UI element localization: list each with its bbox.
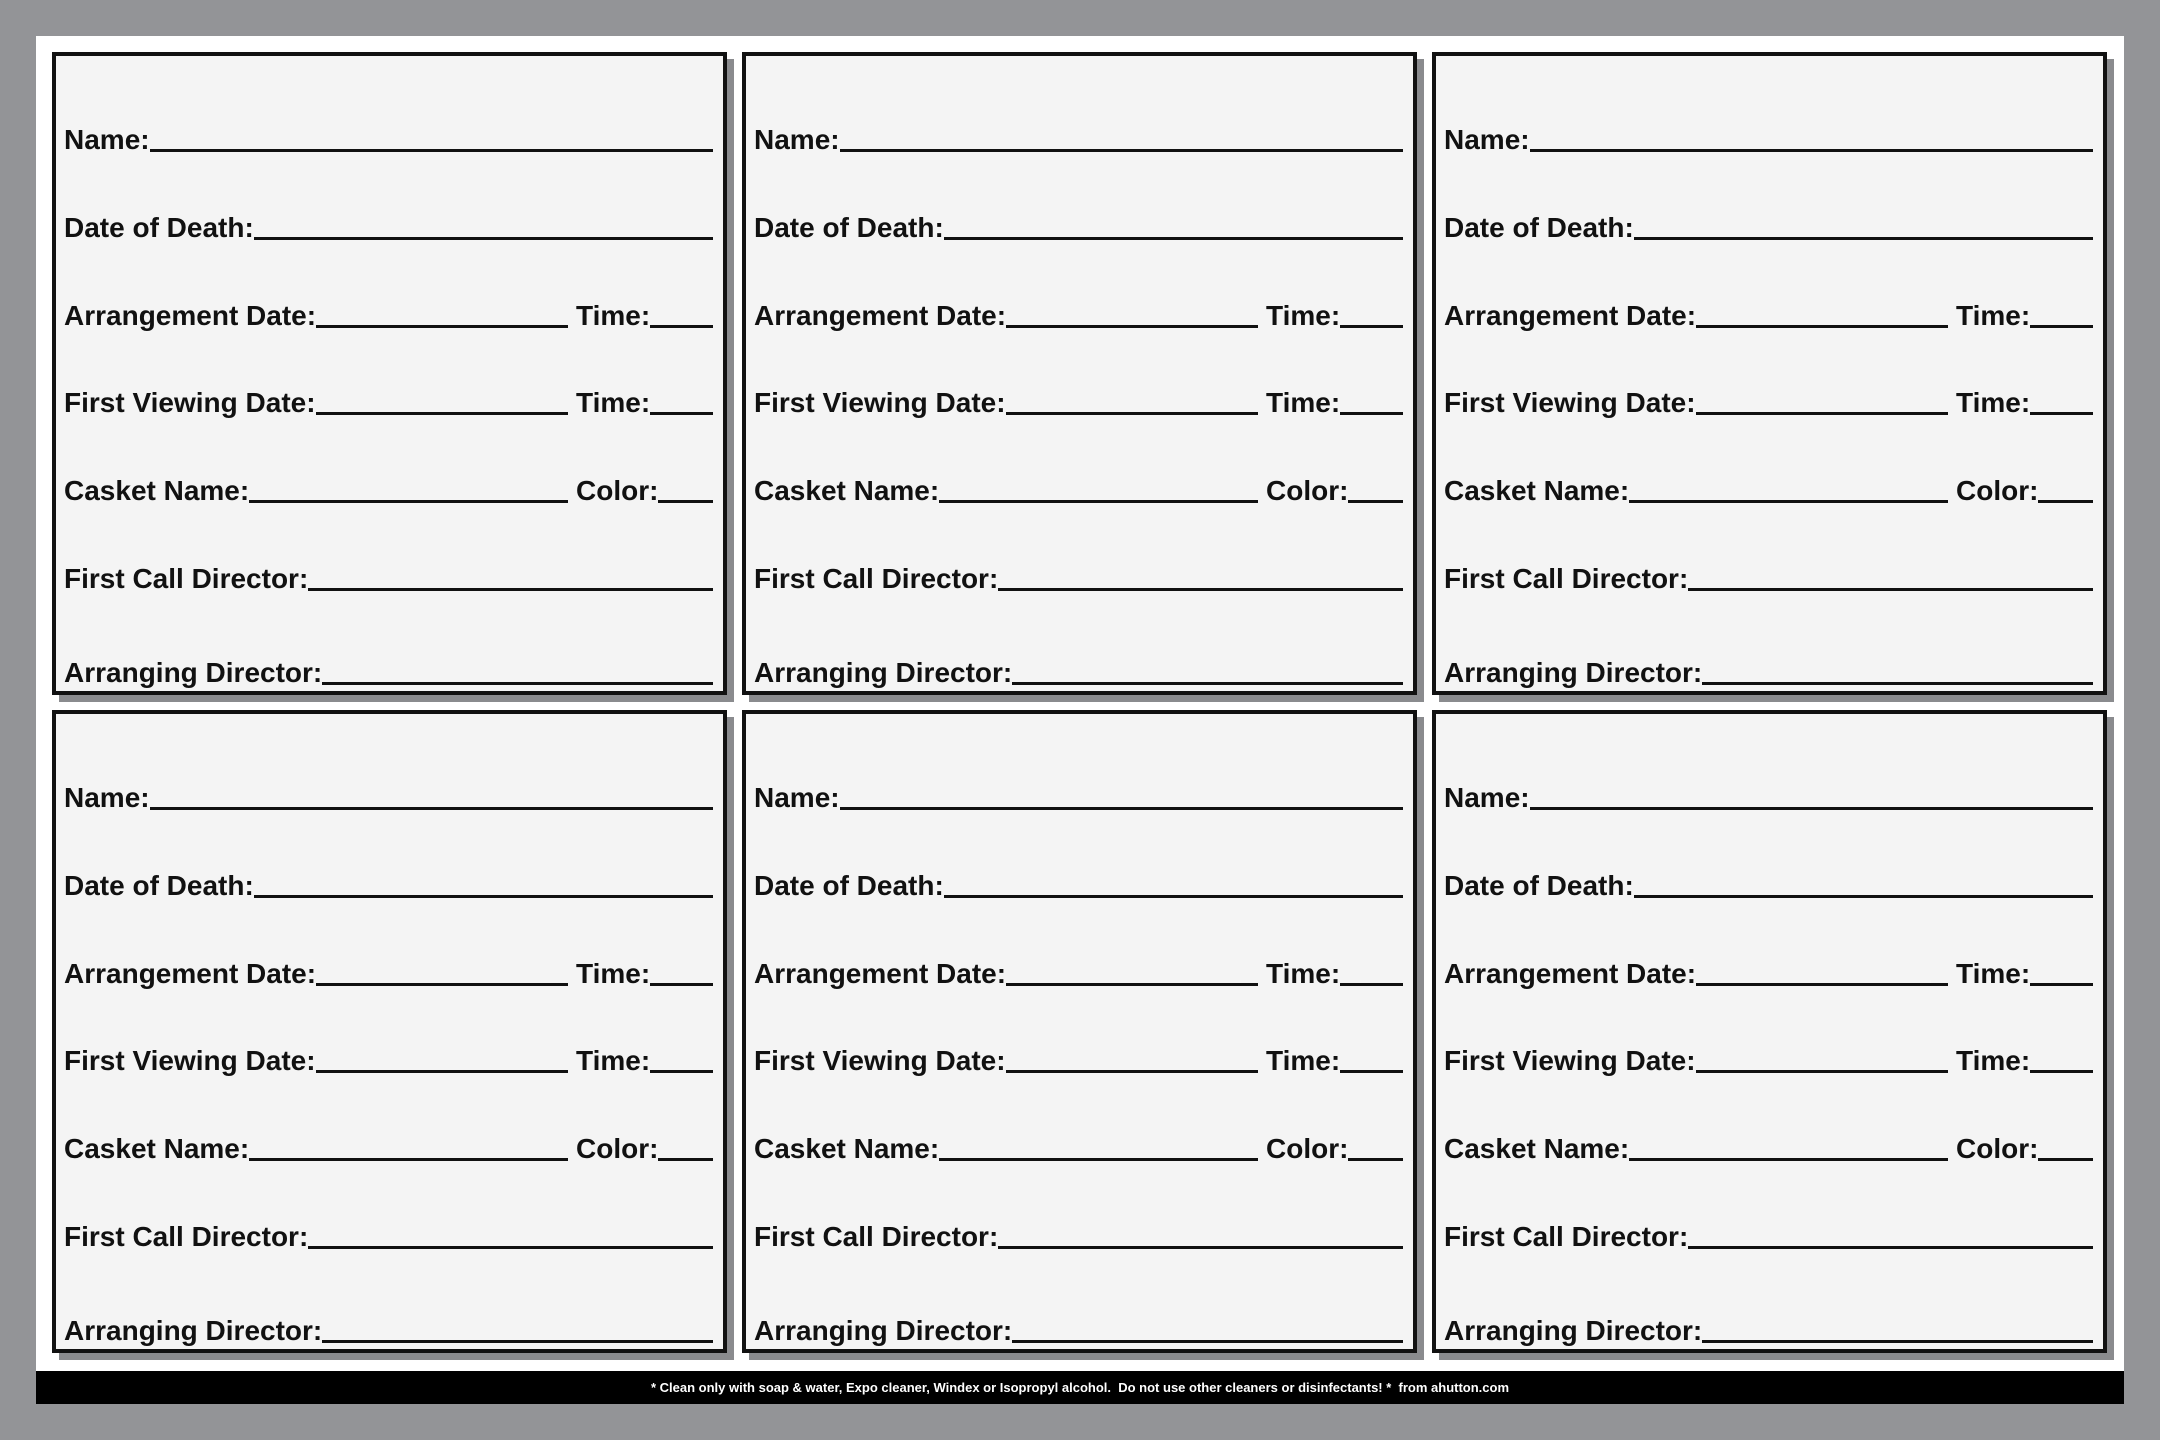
arrangement-date-field[interactable] <box>1696 983 1948 986</box>
casket-name-label: Casket Name: <box>754 1133 940 1165</box>
arranging-director-label: Arranging Director: <box>64 1314 323 1346</box>
first-viewing-date-field[interactable] <box>316 1070 568 1073</box>
arrangement-row <box>754 904 1403 992</box>
arrangement-time-field[interactable] <box>2030 983 2093 986</box>
first-call-director-field[interactable] <box>308 588 713 591</box>
casket-color-field[interactable] <box>658 1158 713 1161</box>
date-of-death-label: Date of Death: <box>1444 869 1634 901</box>
arrangement-date-label: Arrangement Date: <box>64 299 317 331</box>
first-viewing-date-field[interactable] <box>1006 1070 1258 1073</box>
date-of-death-row <box>1444 158 2093 246</box>
first-viewing-time-label: Time: <box>1956 1045 2031 1077</box>
name-row <box>754 714 1403 816</box>
name-field[interactable] <box>1530 807 2093 810</box>
casket-name-field[interactable] <box>1629 1158 1948 1161</box>
first-call-director-row <box>64 1167 713 1255</box>
arranging-director-row <box>64 597 713 691</box>
arranging-director-row <box>754 597 1403 691</box>
arranging-director-label: Arranging Director: <box>64 656 323 688</box>
name-field[interactable] <box>150 807 713 810</box>
first-viewing-date-field[interactable] <box>316 412 568 415</box>
first-viewing-date-label: First Viewing Date: <box>64 1045 316 1077</box>
first-call-director-field[interactable] <box>1688 588 2093 591</box>
first-viewing-row <box>1444 334 2093 422</box>
name-row <box>1444 714 2093 816</box>
first-call-director-field[interactable] <box>1688 1246 2093 1249</box>
first-viewing-date-field[interactable] <box>1696 412 1948 415</box>
arrangement-row <box>64 246 713 334</box>
date-of-death-field[interactable] <box>254 895 713 898</box>
arrangement-date-field[interactable] <box>316 983 568 986</box>
first-call-director-field[interactable] <box>998 588 1403 591</box>
first-viewing-row <box>64 992 713 1080</box>
casket-color-label: Color: <box>576 475 659 507</box>
first-call-director-row <box>1444 509 2093 597</box>
first-viewing-time-field[interactable] <box>650 412 713 415</box>
card-grid <box>52 52 2108 1358</box>
name-label: Name: <box>754 124 840 155</box>
first-viewing-time-label: Time: <box>1956 387 2031 419</box>
first-viewing-date-label: First Viewing Date: <box>754 387 1006 419</box>
casket-name-label: Casket Name: <box>1444 1133 1630 1165</box>
casket-row <box>64 421 713 509</box>
first-viewing-row <box>64 334 713 422</box>
first-call-director-field[interactable] <box>998 1246 1403 1249</box>
arrangement-time-field[interactable] <box>650 325 713 328</box>
date-of-death-label: Date of Death: <box>64 869 254 901</box>
casket-color-label: Color: <box>576 1133 659 1165</box>
arrangement-card <box>742 710 1417 1353</box>
date-of-death-field[interactable] <box>944 895 1403 898</box>
arranging-director-field[interactable] <box>1702 1340 2093 1343</box>
arrangement-time-label: Time: <box>576 299 651 331</box>
casket-name-field[interactable] <box>939 1158 1258 1161</box>
first-viewing-time-field[interactable] <box>2030 412 2093 415</box>
first-call-director-field[interactable] <box>308 1246 713 1249</box>
first-viewing-time-field[interactable] <box>650 1070 713 1073</box>
first-call-director-row <box>754 509 1403 597</box>
casket-row <box>754 1079 1403 1167</box>
arrangement-card <box>52 710 727 1353</box>
arranging-director-label: Arranging Director: <box>1444 656 1703 688</box>
first-call-director-label: First Call Director: <box>754 562 999 594</box>
casket-name-label: Casket Name: <box>1444 475 1630 507</box>
arrangement-date-field[interactable] <box>316 325 568 328</box>
first-viewing-row <box>754 334 1403 422</box>
arranging-director-field[interactable] <box>1012 1340 1403 1343</box>
arrangement-date-label: Arrangement Date: <box>1444 957 1697 989</box>
arrangement-date-field[interactable] <box>1006 983 1258 986</box>
arrangement-row <box>1444 904 2093 992</box>
casket-name-label: Casket Name: <box>64 1133 250 1165</box>
arrangement-card <box>52 52 727 695</box>
casket-name-field[interactable] <box>249 500 568 503</box>
first-viewing-date-label: First Viewing Date: <box>1444 1045 1696 1077</box>
first-call-director-row <box>754 1167 1403 1255</box>
name-row <box>64 56 713 158</box>
first-call-director-label: First Call Director: <box>1444 1220 1689 1252</box>
casket-row <box>1444 1079 2093 1167</box>
arranging-director-field[interactable] <box>322 682 713 685</box>
arrangement-time-field[interactable] <box>1340 325 1403 328</box>
arranging-director-row <box>1444 1255 2093 1349</box>
arrangement-card <box>742 52 1417 695</box>
arranging-director-label: Arranging Director: <box>754 656 1013 688</box>
casket-color-field[interactable] <box>2038 500 2093 503</box>
arrangement-card <box>1432 710 2107 1353</box>
first-call-director-row <box>1444 1167 2093 1255</box>
name-label: Name: <box>1444 124 1530 155</box>
name-label: Name: <box>64 124 150 155</box>
name-label: Name: <box>64 782 150 813</box>
arranging-director-label: Arranging Director: <box>754 1314 1013 1346</box>
date-of-death-field[interactable] <box>944 237 1403 240</box>
first-viewing-time-field[interactable] <box>2030 1070 2093 1073</box>
first-viewing-time-label: Time: <box>1266 387 1341 419</box>
arrangement-date-field[interactable] <box>1696 325 1948 328</box>
casket-color-label: Color: <box>1956 475 2039 507</box>
first-viewing-date-field[interactable] <box>1006 412 1258 415</box>
arrangement-time-field[interactable] <box>1340 983 1403 986</box>
casket-row <box>1444 421 2093 509</box>
date-of-death-row <box>1444 816 2093 904</box>
date-of-death-row <box>754 816 1403 904</box>
arranging-director-field[interactable] <box>1702 682 2093 685</box>
first-call-director-label: First Call Director: <box>1444 562 1689 594</box>
first-call-director-label: First Call Director: <box>64 1220 309 1252</box>
name-row <box>64 714 713 816</box>
date-of-death-label: Date of Death: <box>754 211 944 243</box>
first-viewing-time-label: Time: <box>576 387 651 419</box>
name-field[interactable] <box>1530 149 2093 152</box>
first-viewing-date-label: First Viewing Date: <box>64 387 316 419</box>
arrangement-time-label: Time: <box>1266 299 1341 331</box>
arrangement-date-label: Arrangement Date: <box>1444 299 1697 331</box>
arrangement-card <box>1432 52 2107 695</box>
arranging-director-row <box>64 1255 713 1349</box>
first-viewing-date-field[interactable] <box>1696 1070 1948 1073</box>
casket-name-label: Casket Name: <box>64 475 250 507</box>
arranging-director-label: Arranging Director: <box>1444 1314 1703 1346</box>
casket-color-label: Color: <box>1266 1133 1349 1165</box>
first-viewing-date-label: First Viewing Date: <box>1444 387 1696 419</box>
arrangement-date-field[interactable] <box>1006 325 1258 328</box>
arrangement-time-field[interactable] <box>650 983 713 986</box>
first-call-director-label: First Call Director: <box>64 562 309 594</box>
first-viewing-time-field[interactable] <box>1340 1070 1403 1073</box>
name-field[interactable] <box>840 149 1403 152</box>
name-field[interactable] <box>150 149 713 152</box>
date-of-death-row <box>64 816 713 904</box>
name-label: Name: <box>1444 782 1530 813</box>
arrangement-time-label: Time: <box>576 957 651 989</box>
arranging-director-field[interactable] <box>322 1340 713 1343</box>
arrangement-date-label: Arrangement Date: <box>754 299 1007 331</box>
name-row <box>1444 56 2093 158</box>
date-of-death-label: Date of Death: <box>754 869 944 901</box>
first-viewing-date-label: First Viewing Date: <box>754 1045 1006 1077</box>
casket-color-field[interactable] <box>1348 1158 1403 1161</box>
name-label: Name: <box>754 782 840 813</box>
first-call-director-row <box>64 509 713 597</box>
arranging-director-row <box>754 1255 1403 1349</box>
first-viewing-time-label: Time: <box>576 1045 651 1077</box>
first-viewing-row <box>1444 992 2093 1080</box>
first-call-director-label: First Call Director: <box>754 1220 999 1252</box>
date-of-death-label: Date of Death: <box>1444 211 1634 243</box>
casket-name-label: Casket Name: <box>754 475 940 507</box>
casket-name-field[interactable] <box>939 500 1258 503</box>
arrangement-time-label: Time: <box>1956 957 2031 989</box>
arrangement-date-label: Arrangement Date: <box>64 957 317 989</box>
casket-row <box>754 421 1403 509</box>
date-of-death-label: Date of Death: <box>64 211 254 243</box>
casket-color-label: Color: <box>1266 475 1349 507</box>
first-viewing-time-field[interactable] <box>1340 412 1403 415</box>
whiteboard-sheet <box>36 36 2124 1404</box>
casket-name-field[interactable] <box>1629 500 1948 503</box>
arrangement-time-label: Time: <box>1956 299 2031 331</box>
casket-color-field[interactable] <box>1348 500 1403 503</box>
arranging-director-field[interactable] <box>1012 682 1403 685</box>
arrangement-row <box>1444 246 2093 334</box>
date-of-death-field[interactable] <box>1634 237 2093 240</box>
footer-care-note: * Clean only with soap & water, Expo cleaner, Windex or Isopropyl alcohol. Do not use other cleaners or disinfectants! * from ahutton.com <box>36 1371 2124 1404</box>
first-viewing-row <box>754 992 1403 1080</box>
arrangement-time-field[interactable] <box>2030 325 2093 328</box>
arrangement-row <box>754 246 1403 334</box>
name-field[interactable] <box>840 807 1403 810</box>
arrangement-row <box>64 904 713 992</box>
arrangement-time-label: Time: <box>1266 957 1341 989</box>
arrangement-date-label: Arrangement Date: <box>754 957 1007 989</box>
casket-row <box>64 1079 713 1167</box>
casket-name-field[interactable] <box>249 1158 568 1161</box>
arranging-director-row <box>1444 597 2093 691</box>
casket-color-label: Color: <box>1956 1133 2039 1165</box>
date-of-death-row <box>754 158 1403 246</box>
first-viewing-time-label: Time: <box>1266 1045 1341 1077</box>
date-of-death-field[interactable] <box>1634 895 2093 898</box>
date-of-death-field[interactable] <box>254 237 713 240</box>
date-of-death-row <box>64 158 713 246</box>
casket-color-field[interactable] <box>2038 1158 2093 1161</box>
casket-color-field[interactable] <box>658 500 713 503</box>
name-row <box>754 56 1403 158</box>
